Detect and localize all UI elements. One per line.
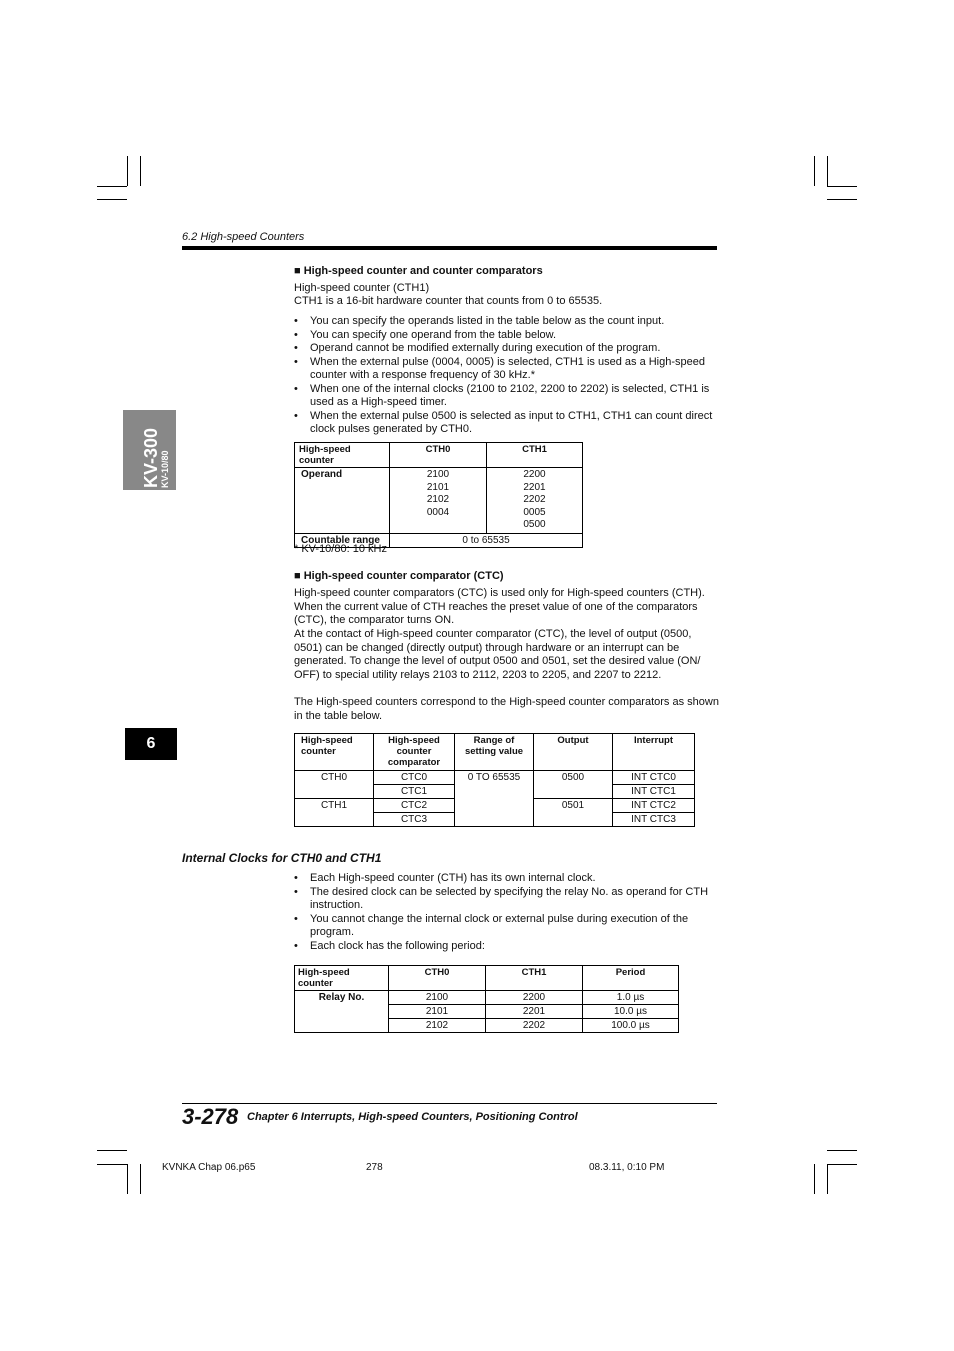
crop-mark	[127, 1164, 128, 1194]
crop-mark	[97, 199, 127, 200]
list-item: • Each clock has the following period:	[294, 940, 714, 954]
section-heading: ■ High-speed counter comparator (CTC)	[294, 570, 504, 582]
paragraph: At the contact of High-speed counter comparator (CTC), the level of output (0500, 0501) can be changed (directly output) through hardware or an interrupt can be generated. To change the level of output 0500 and 0501, set the desired value (ON/ OFF) to special utility relays 2103 to 2112, 2203 to 2205, and 2207 to 2212.	[294, 628, 701, 681]
table-cell: INT CTC3	[613, 813, 695, 827]
side-tab-model: KV-300	[141, 427, 161, 488]
crop-mark	[827, 1164, 857, 1165]
subsection-heading: Internal Clocks for CTH0 and CTH1	[182, 851, 382, 865]
running-header: 6.2 High-speed Counters	[182, 231, 305, 243]
operand-table	[294, 442, 583, 548]
list-item: • Each High-speed counter (CTH) has its own internal clock.	[294, 872, 714, 886]
table-cell: 2201	[486, 1005, 583, 1019]
list-item: • When the external pulse 0500 is selected as input to CTH1, CTH1 can count direct clock pulses generated by CTH0.	[294, 410, 719, 437]
table-cell: 0500	[534, 771, 613, 799]
table-cell: INT CTC0	[613, 771, 695, 785]
list-item: • When one of the internal clocks (2100 to 2102, 2200 to 2202) is selected, CTH1 is used as a High-speed timer.	[294, 383, 719, 410]
crop-mark	[827, 199, 857, 200]
header-rule	[182, 246, 717, 250]
paragraph: The High-speed counters correspond to the High-speed counter comparators as shown in the table below.	[294, 696, 719, 722]
table-header: Range of setting value	[455, 734, 534, 771]
table-cell: Countable range	[295, 533, 390, 547]
paragraph: CTH1 is a 16-bit hardware counter that counts from 0 to 65535.	[294, 295, 603, 307]
crop-mark	[140, 156, 141, 186]
table-header: High-speed counter	[295, 966, 389, 991]
table-cell: 0 to 65535	[390, 533, 583, 547]
footer-rule	[182, 1103, 717, 1104]
table-header: CTH1	[486, 966, 583, 991]
table-cell: CTH1	[295, 799, 374, 827]
paragraph: High-speed counter (CTH1)	[294, 282, 430, 294]
table-cell: INT CTC2	[613, 799, 695, 813]
side-tab-submodel: KV-10/80	[160, 450, 170, 488]
table-cell: 2100	[389, 991, 486, 1005]
slug-date: 08.3.11, 0:10 PM	[589, 1162, 665, 1173]
list-item: • You can specify the operands listed in the table below as the count input.	[294, 315, 719, 329]
crop-mark	[97, 1164, 127, 1165]
list-item: • You cannot change the internal clock or external pulse during execution of the program.	[294, 913, 714, 940]
crop-mark	[814, 1164, 815, 1194]
table-header: Output	[534, 734, 613, 771]
table-cell: 2100 2101 2102 0004	[390, 468, 487, 534]
table-header: Interrupt	[613, 734, 695, 771]
table-cell: 0501	[534, 799, 613, 827]
crop-mark	[97, 1150, 127, 1151]
table-cell: 2102	[389, 1019, 486, 1033]
table-header: High-speed counter comparator	[374, 734, 455, 771]
list-item: • You can specify one operand from the table below.	[294, 329, 719, 343]
page-number: 3-278	[182, 1104, 239, 1129]
model-side-tab	[123, 410, 176, 490]
table-cell: 0 TO 65535	[455, 771, 534, 827]
crop-mark	[97, 186, 127, 187]
crop-mark	[827, 1150, 857, 1151]
slug-filename: KVNKA Chap 06.p65	[162, 1162, 256, 1173]
bullet-list	[294, 872, 714, 953]
table-header: CTH1	[487, 443, 583, 468]
footer-chapter-title: Chapter 6 Interrupts, High-speed Counters, Positioning Control	[247, 1111, 578, 1123]
crop-mark	[127, 156, 128, 186]
table-cell: 10.0 µs	[583, 1005, 679, 1019]
table-cell: 2200 2201 2202 0005 0500	[487, 468, 583, 534]
paragraph: High-speed counter comparators (CTC) is used only for High-speed counters (CTH). When the current value of CTH reaches the preset value of one of the comparators (CTC), the comparator turns ON.	[294, 587, 705, 626]
footnote: * KV-10/80: 10 kHz	[294, 543, 387, 555]
clock-table	[294, 965, 679, 1033]
table-header: CTH0	[389, 966, 486, 991]
list-item: • Operand cannot be modified externally during execution of the program.	[294, 342, 719, 356]
crop-mark	[827, 1164, 828, 1194]
crop-mark	[814, 156, 815, 186]
table-header: CTH0	[390, 443, 487, 468]
crop-mark	[140, 1164, 141, 1194]
crop-mark	[827, 186, 857, 187]
table-cell: CTC2	[374, 799, 455, 813]
table-cell: CTC0	[374, 771, 455, 785]
table-cell: 2200	[486, 991, 583, 1005]
table-cell: 2202	[486, 1019, 583, 1033]
comparator-table	[294, 733, 695, 827]
slug-page: 278	[366, 1162, 383, 1173]
table-header: High-speed counter	[295, 443, 390, 468]
chapter-tab: 6	[125, 728, 177, 760]
table-cell: INT CTC1	[613, 785, 695, 799]
table-cell: Operand	[295, 468, 390, 534]
list-item: • The desired clock can be selected by specifying the relay No. as operand for CTH instruction.	[294, 886, 714, 913]
table-header: Period	[583, 966, 679, 991]
bullet-list	[294, 315, 719, 437]
section-heading: ■ High-speed counter and counter comparators	[294, 265, 543, 277]
list-item: • When the external pulse (0004, 0005) is selected, CTH1 is used as a High-speed counter with a response frequency of 30 kHz.*	[294, 356, 719, 383]
table-cell: 2101	[389, 1005, 486, 1019]
table-cell: Relay No.	[295, 991, 389, 1033]
table-header: High-speed counter	[295, 734, 374, 771]
table-cell: 1.0 µs	[583, 991, 679, 1005]
table-cell: 100.0 µs	[583, 1019, 679, 1033]
table-cell: CTC1	[374, 785, 455, 799]
table-cell: CTH0	[295, 771, 374, 799]
crop-mark	[827, 156, 828, 186]
table-cell: CTC3	[374, 813, 455, 827]
